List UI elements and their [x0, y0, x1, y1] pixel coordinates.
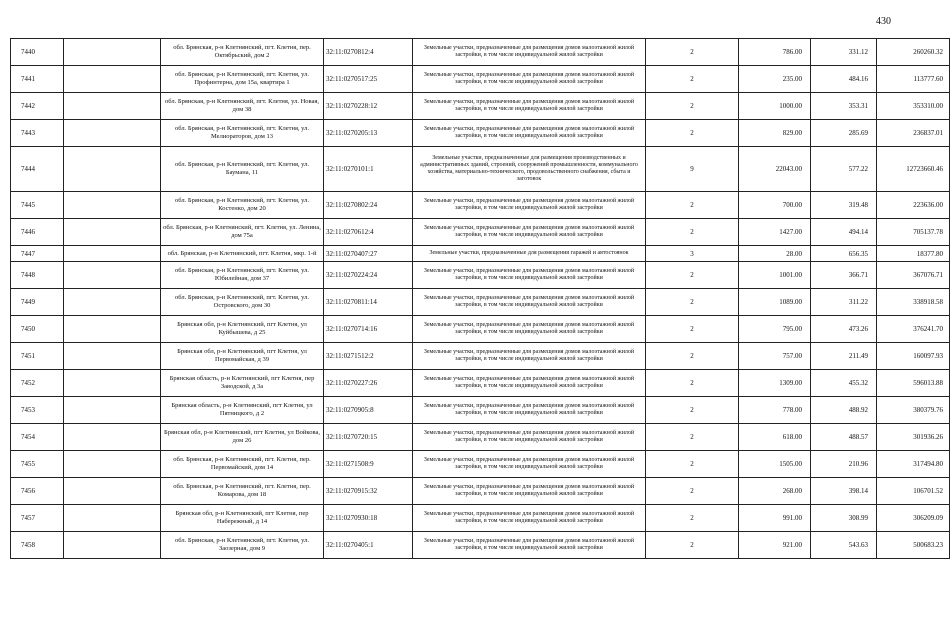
land-use-cell: Земельные участки, предназначенные для размещения производственных и административных зданий, строений, сооружений промышленности, коммунального хозяйства, материально-технического, продовольственного снабжения, сбыта и заготовок: [413, 147, 646, 192]
row-number: 7456: [11, 478, 64, 505]
cadastral-value-cell: 705137.78: [877, 219, 950, 246]
row-number: 7443: [11, 120, 64, 147]
unit-price-cell: 455.32: [811, 370, 877, 397]
group-cell: 2: [646, 219, 739, 246]
row-number: 7444: [11, 147, 64, 192]
land-use-cell: Земельные участки, предназначенные для размещения домов малоэтажной жилой застройки, в том числе индивидуальной жилой застройки: [413, 316, 646, 343]
area-cell: 829.00: [739, 120, 811, 147]
unit-price-cell: 494.14: [811, 219, 877, 246]
group-cell: 2: [646, 451, 739, 478]
address-cell: Брянская обл, р-н Клетнянский, пгт Клетня, пер Набережный, д 14: [161, 505, 324, 532]
empty-cell: [64, 343, 161, 370]
table-row: [11, 192, 950, 219]
cadastral-number-cell: 32:11:0270517:25: [324, 66, 413, 93]
unit-price-cell: 331.12: [811, 39, 877, 66]
empty-cell: [64, 370, 161, 397]
group-cell: 2: [646, 343, 739, 370]
cadastral-value-cell: 376241.70: [877, 316, 950, 343]
unit-price-cell: 488.57: [811, 424, 877, 451]
land-use-cell: Земельные участки, предназначенные для размещения домов малоэтажной жилой застройки, в том числе индивидуальной жилой застройки: [413, 451, 646, 478]
land-use-cell: Земельные участки, предназначенные для размещения домов малоэтажной жилой застройки, в том числе индивидуальной жилой застройки: [413, 505, 646, 532]
row-number: 7451: [11, 343, 64, 370]
table-row: [11, 147, 950, 192]
empty-cell: [64, 262, 161, 289]
row-number: 7454: [11, 424, 64, 451]
empty-cell: [64, 246, 161, 262]
address-cell: Брянская область, р-н Клетнянский, пгт Клетня, пер Заводской, д 3а: [161, 370, 324, 397]
row-number: 7457: [11, 505, 64, 532]
address-cell: обл. Брянская, р-н Клетнянский, пгт. Клетня, ул. Костенко, дом 20: [161, 192, 324, 219]
group-cell: 2: [646, 289, 739, 316]
area-cell: 28.00: [739, 246, 811, 262]
land-use-cell: Земельные участки, предназначенные для размещения домов малоэтажной жилой застройки, в том числе индивидуальной жилой застройки: [413, 192, 646, 219]
area-cell: 795.00: [739, 316, 811, 343]
row-number: 7449: [11, 289, 64, 316]
group-cell: 2: [646, 39, 739, 66]
cadastral-value-cell: 317494.80: [877, 451, 950, 478]
cadastral-number-cell: 32:11:0271508:9: [324, 451, 413, 478]
cadastral-number-cell: 32:11:0271512:2: [324, 343, 413, 370]
group-cell: 3: [646, 246, 739, 262]
row-number: 7446: [11, 219, 64, 246]
row-number: 7442: [11, 93, 64, 120]
group-cell: 2: [646, 316, 739, 343]
address-cell: обл. Брянская, р-н Клетнянский, пгт. Клетня, ул. Островского, дом 30: [161, 289, 324, 316]
address-cell: Брянская область, р-н Клетнянский, пгт Клетня, ул Пятницкого, д 2: [161, 397, 324, 424]
cadastral-value-cell: 380379.76: [877, 397, 950, 424]
empty-cell: [64, 147, 161, 192]
empty-cell: [64, 66, 161, 93]
table-row: [11, 424, 950, 451]
unit-price-cell: 211.49: [811, 343, 877, 370]
table-row: [11, 370, 950, 397]
cadastral-value-cell: 12723660.46: [877, 147, 950, 192]
address-cell: Брянская обл, р-н Клетнянский, пгт Клетня, ул Куйбышева, д 25: [161, 316, 324, 343]
table-row: [11, 93, 950, 120]
address-cell: обл. Брянская, р-н Клетнянский, пгт. Клетня, ул. Заозерная, дом 9: [161, 532, 324, 559]
empty-cell: [64, 451, 161, 478]
area-cell: 1000.00: [739, 93, 811, 120]
row-number: 7450: [11, 316, 64, 343]
land-use-cell: Земельные участки, предназначенные для размещения домов малоэтажной жилой застройки, в том числе индивидуальной жилой застройки: [413, 262, 646, 289]
table-row: [11, 505, 950, 532]
area-cell: 235.00: [739, 66, 811, 93]
cadastral-number-cell: 32:11:0270812:4: [324, 39, 413, 66]
address-cell: обл. Брянская, р-н Клетнянский, пгт. Клетня, ул. Баумана, 11: [161, 147, 324, 192]
cadastral-value-cell: 106701.52: [877, 478, 950, 505]
address-cell: обл. Брянская, р-н Клетнянский, пгт. Клетня, ул. Юбилейная, дом 37: [161, 262, 324, 289]
row-number: 7448: [11, 262, 64, 289]
cadastral-number-cell: 32:11:0270612:4: [324, 219, 413, 246]
table-row: [11, 478, 950, 505]
unit-price-cell: 398.14: [811, 478, 877, 505]
land-use-cell: Земельные участки, предназначенные для размещения домов малоэтажной жилой застройки, в том числе индивидуальной жилой застройки: [413, 66, 646, 93]
empty-cell: [64, 93, 161, 120]
address-cell: обл. Брянская, р-н Клетнянский, пгт. Клетня, пер. Комарова, дом 18: [161, 478, 324, 505]
table-row: [11, 343, 950, 370]
address-cell: Брянская обл, р-н Клетнянский, пгт Клетня, ул Войкова, дом 26: [161, 424, 324, 451]
empty-cell: [64, 316, 161, 343]
group-cell: 2: [646, 532, 739, 559]
area-cell: 757.00: [739, 343, 811, 370]
area-cell: 786.00: [739, 39, 811, 66]
cadastral-number-cell: 32:11:0270905:8: [324, 397, 413, 424]
cadastral-number-cell: 32:11:0270720:15: [324, 424, 413, 451]
unit-price-cell: 311.22: [811, 289, 877, 316]
group-cell: 2: [646, 120, 739, 147]
unit-price-cell: 285.69: [811, 120, 877, 147]
area-cell: 1001.00: [739, 262, 811, 289]
group-cell: 2: [646, 192, 739, 219]
table-row: [11, 316, 950, 343]
land-use-cell: Земельные участки, предназначенные для размещения домов малоэтажной жилой застройки, в том числе индивидуальной жилой застройки: [413, 39, 646, 66]
cadastral-value-cell: 338918.58: [877, 289, 950, 316]
area-cell: 268.00: [739, 478, 811, 505]
area-cell: 1427.00: [739, 219, 811, 246]
table-row: [11, 120, 950, 147]
table-row: [11, 532, 950, 559]
row-number: 7455: [11, 451, 64, 478]
cadastral-number-cell: 32:11:0270802:24: [324, 192, 413, 219]
group-cell: 2: [646, 424, 739, 451]
address-cell: обл. Брянская, р-н Клетнянский, пгт. Клетня, мкр. 1-й: [161, 246, 324, 262]
unit-price-cell: 308.99: [811, 505, 877, 532]
table-row: [11, 289, 950, 316]
table-row: [11, 219, 950, 246]
cadastral-number-cell: 32:11:0270714:16: [324, 316, 413, 343]
group-cell: 2: [646, 397, 739, 424]
empty-cell: [64, 478, 161, 505]
area-cell: 921.00: [739, 532, 811, 559]
unit-price-cell: 366.71: [811, 262, 877, 289]
empty-cell: [64, 397, 161, 424]
cadastral-number-cell: 32:11:0270205:13: [324, 120, 413, 147]
empty-cell: [64, 505, 161, 532]
cadastral-value-cell: 236837.01: [877, 120, 950, 147]
cadastral-number-cell: 32:11:0270228:12: [324, 93, 413, 120]
table-row: [11, 246, 950, 262]
unit-price-cell: 543.63: [811, 532, 877, 559]
empty-cell: [64, 219, 161, 246]
land-use-cell: Земельные участки, предназначенные для размещения домов малоэтажной жилой застройки, в том числе индивидуальной жилой застройки: [413, 343, 646, 370]
unit-price-cell: 319.48: [811, 192, 877, 219]
group-cell: 2: [646, 93, 739, 120]
cadastral-number-cell: 32:11:0270224:24: [324, 262, 413, 289]
land-use-cell: Земельные участки, предназначенные для размещения домов малоэтажной жилой застройки, в том числе индивидуальной жилой застройки: [413, 289, 646, 316]
land-use-cell: Земельные участки, предназначенные для размещения гаражей и автостоянок: [413, 246, 646, 262]
cadastral-value-cell: 353310.00: [877, 93, 950, 120]
cadastral-value-cell: 223636.00: [877, 192, 950, 219]
area-cell: 1309.00: [739, 370, 811, 397]
area-cell: 700.00: [739, 192, 811, 219]
address-cell: обл. Брянская, р-н Клетнянский, пгт. Клетня, пер. Первомайский, дом 14: [161, 451, 324, 478]
cadastral-number-cell: 32:11:0270930:18: [324, 505, 413, 532]
cadastral-value-cell: 306209.09: [877, 505, 950, 532]
unit-price-cell: 353.31: [811, 93, 877, 120]
area-cell: 618.00: [739, 424, 811, 451]
cadastral-number-cell: 32:11:0270811:14: [324, 289, 413, 316]
cadastral-number-cell: 32:11:0270227:26: [324, 370, 413, 397]
address-cell: Брянская обл, р-н Клетнянский, пгт Клетня, ул Первомайская, д 39: [161, 343, 324, 370]
row-number: 7445: [11, 192, 64, 219]
cadastral-number-cell: 32:11:0270405:1: [324, 532, 413, 559]
land-use-cell: Земельные участки, предназначенные для размещения домов малоэтажной жилой застройки, в том числе индивидуальной жилой застройки: [413, 478, 646, 505]
group-cell: 2: [646, 505, 739, 532]
land-use-cell: Земельные участки, предназначенные для размещения домов малоэтажной жилой застройки, в том числе индивидуальной жилой застройки: [413, 370, 646, 397]
cadastral-value-cell: 367076.71: [877, 262, 950, 289]
area-cell: 1089.00: [739, 289, 811, 316]
unit-price-cell: 577.22: [811, 147, 877, 192]
land-use-cell: Земельные участки, предназначенные для размещения домов малоэтажной жилой застройки, в том числе индивидуальной жилой застройки: [413, 219, 646, 246]
table-row: [11, 262, 950, 289]
table-row: [11, 39, 950, 66]
area-cell: 22043.00: [739, 147, 811, 192]
cadastral-value-cell: 596013.88: [877, 370, 950, 397]
cadastral-value-cell: 18377.80: [877, 246, 950, 262]
empty-cell: [64, 289, 161, 316]
area-cell: 778.00: [739, 397, 811, 424]
row-number: 7453: [11, 397, 64, 424]
page-number: 430: [876, 16, 891, 27]
address-cell: обл. Брянская, р-н Клетнянский, пгт. Клетня, ул. Мелиораторов, дом 13: [161, 120, 324, 147]
table-row: [11, 451, 950, 478]
unit-price-cell: 488.92: [811, 397, 877, 424]
cadastral-value-cell: 160097.93: [877, 343, 950, 370]
group-cell: 2: [646, 66, 739, 93]
cadastral-value-cell: 301936.26: [877, 424, 950, 451]
unit-price-cell: 484.16: [811, 66, 877, 93]
address-cell: обл. Брянская, р-н Клетнянский, пгт. Клетня, ул. Профинтерна, дом 15а, квартира 1: [161, 66, 324, 93]
address-cell: обл. Брянская, р-н Клетнянский, пгт. Клетня, ул. Ленина, дом 75а: [161, 219, 324, 246]
cadastral-number-cell: 32:11:0270407:27: [324, 246, 413, 262]
group-cell: 2: [646, 262, 739, 289]
empty-cell: [64, 120, 161, 147]
empty-cell: [64, 532, 161, 559]
group-cell: 2: [646, 370, 739, 397]
area-cell: 1505.00: [739, 451, 811, 478]
cadastral-value-cell: 500683.23: [877, 532, 950, 559]
land-use-cell: Земельные участки, предназначенные для размещения домов малоэтажной жилой застройки, в том числе индивидуальной жилой застройки: [413, 532, 646, 559]
land-registry-table: [10, 38, 950, 559]
empty-cell: [64, 39, 161, 66]
group-cell: 2: [646, 478, 739, 505]
empty-cell: [64, 424, 161, 451]
cadastral-number-cell: 32:11:0270101:1: [324, 147, 413, 192]
unit-price-cell: 210.96: [811, 451, 877, 478]
address-cell: обл. Брянская, р-н Клетнянский, пгт. Клетня, ул. Новая, дом 38: [161, 93, 324, 120]
row-number: 7440: [11, 39, 64, 66]
group-cell: 9: [646, 147, 739, 192]
unit-price-cell: 473.26: [811, 316, 877, 343]
address-cell: обл. Брянская, р-н Клетнянский, пгт. Клетня, пер. Октябрьский, дом 2: [161, 39, 324, 66]
empty-cell: [64, 192, 161, 219]
unit-price-cell: 656.35: [811, 246, 877, 262]
table-row: [11, 66, 950, 93]
land-use-cell: Земельные участки, предназначенные для размещения домов малоэтажной жилой застройки, в том числе индивидуальной жилой застройки: [413, 93, 646, 120]
cadastral-value-cell: 113777.60: [877, 66, 950, 93]
table-body: [11, 39, 950, 559]
row-number: 7458: [11, 532, 64, 559]
cadastral-value-cell: 260260.32: [877, 39, 950, 66]
table-row: [11, 397, 950, 424]
row-number: 7452: [11, 370, 64, 397]
row-number: 7441: [11, 66, 64, 93]
land-use-cell: Земельные участки, предназначенные для размещения домов малоэтажной жилой застройки, в том числе индивидуальной жилой застройки: [413, 120, 646, 147]
area-cell: 991.00: [739, 505, 811, 532]
row-number: 7447: [11, 246, 64, 262]
land-use-cell: Земельные участки, предназначенные для размещения домов малоэтажной жилой застройки, в том числе индивидуальной жилой застройки: [413, 424, 646, 451]
cadastral-number-cell: 32:11:0270915:32: [324, 478, 413, 505]
land-use-cell: Земельные участки, предназначенные для размещения домов малоэтажной жилой застройки, в том числе индивидуальной жилой застройки: [413, 397, 646, 424]
